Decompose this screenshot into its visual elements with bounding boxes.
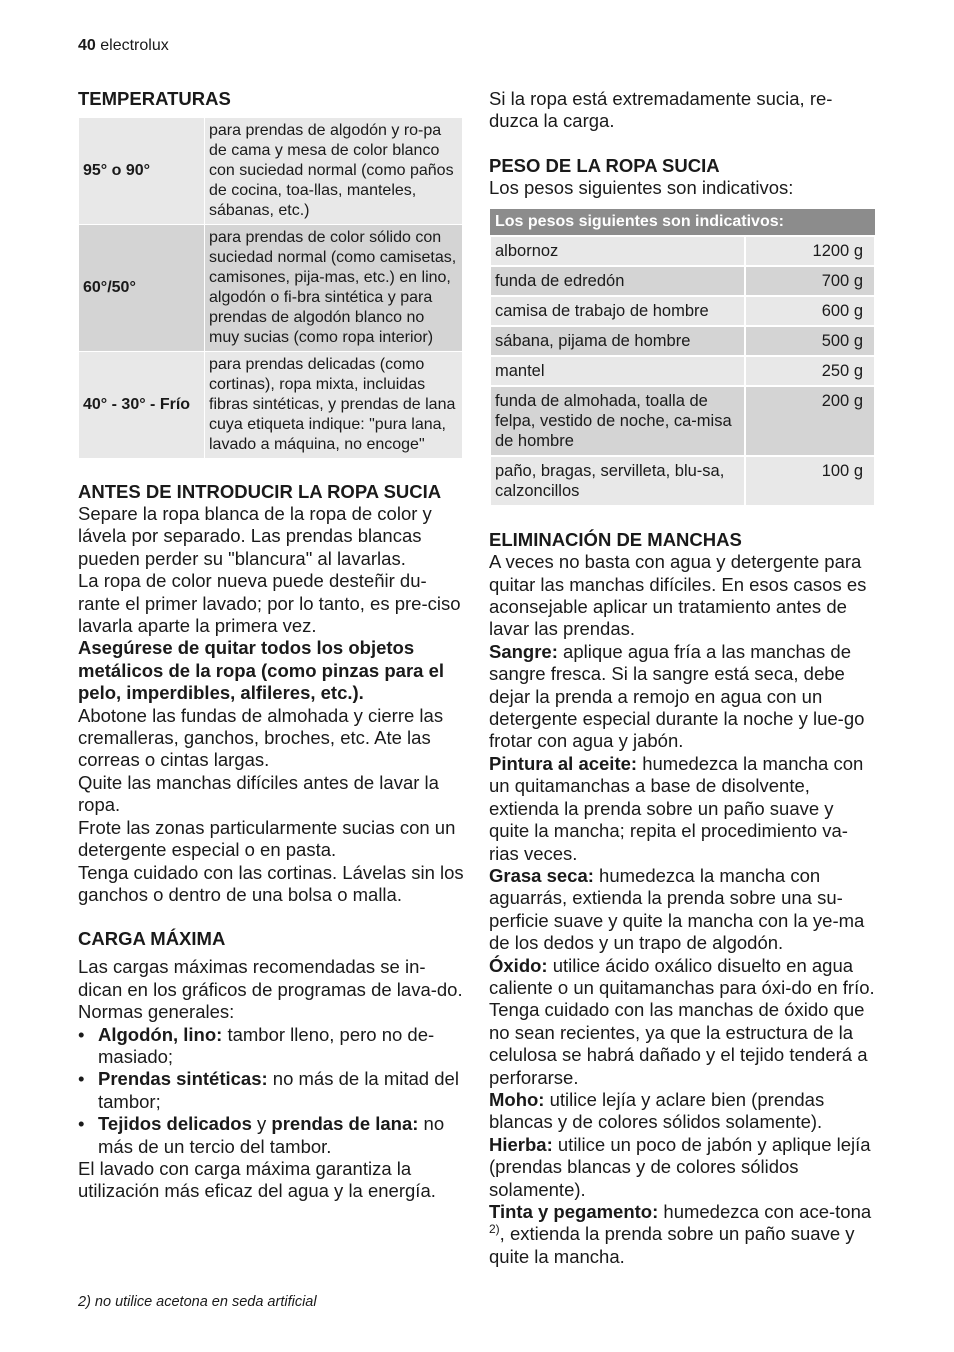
stain-text: , extienda la prenda sobre un paño suave y quite la mancha. xyxy=(489,1223,855,1267)
table-row xyxy=(79,225,463,352)
before-washing-heading: ANTES DE INTRODUCIR LA ROPA SUCIA xyxy=(78,481,442,502)
temperature-description: para prendas de color sólido con suciedad normal (como camisetas, camisones, pija-mas, etc.) en lino, algodón o fi-bra sintética y para prendas de algodón blanco no muy sucias (como ropa interior) xyxy=(205,225,463,352)
warning-paragraph: Asegúrese de quitar todos los objetos metálicos de la ropa (como pinzas para el pelo, imperdibles, alfileres, etc.). xyxy=(78,637,445,704)
paragraph: El lavado con carga máxima garantiza la utilización más eficaz del agua y la energía. xyxy=(78,1157,436,1202)
stain-text: humedezca la mancha con un quitamanchas a base de disolvente, extienda la prenda sobre un paño suave y quite la mancha; repita el procedimiento va-rias veces. xyxy=(489,752,864,864)
list-item xyxy=(78,1068,464,1113)
laundry-weight: 200 g xyxy=(745,386,875,456)
stain-paragraph xyxy=(489,865,875,955)
stain-paragraph xyxy=(489,1134,875,1201)
rule-text: no más de la mitad del tambor; xyxy=(98,1068,459,1112)
paragraph: Frote las zonas particularmente sucias con un detergente especial o en pasta. xyxy=(78,816,456,861)
laundry-item: funda de edredón xyxy=(490,266,745,296)
table-row xyxy=(490,386,875,456)
temperature-label: 95° o 90° xyxy=(79,118,205,225)
stain-paragraph xyxy=(489,1089,875,1134)
laundry-weight: 100 g xyxy=(745,456,875,506)
brand-name: electrolux xyxy=(100,37,169,54)
stain-paragraph xyxy=(489,1201,875,1268)
paragraph: Abotone las fundas de almohada y cierre las cremalleras, ganchos, broches, etc. Ate las correas o cintas largas. xyxy=(78,704,444,771)
stain-text: humedezca con ace-tona xyxy=(658,1201,872,1222)
weights-heading: PESO DE LA ROPA SUCIA xyxy=(489,154,720,176)
rule-label: Algodón, lino: xyxy=(98,1023,223,1045)
stain-label: Tinta y pegamento: xyxy=(489,1201,659,1222)
paragraph: Si la ropa está extremadamente sucia, re-duzca la carga. xyxy=(489,88,833,132)
stain-text: utilice ácido oxálico disuelto en agua caliente o un quitamanchas para óxi-do en frío. Tenga cuidado con las manchas de óxido que no sean recientes, ya que la estructura de la celulosa se habrá dañado y el tejido tenderá a perforarse. xyxy=(489,954,875,1088)
table-row xyxy=(490,456,875,506)
stain-text: utilice lejía y aclare bien (prendas blancas y de colores sólidos solamente). xyxy=(489,1088,825,1133)
stain-text: aplique agua fría a las manchas de sangre fresca. Si la sangre está seca, debe dejar la prenda a remojo en agua con un detergente especial durante la noche y lue-go frotar con agua y jabón. xyxy=(489,640,865,752)
paragraph: La ropa de color nueva puede desteñir du-rante el primer lavado; por lo tanto, es pre-ciso lavarla aparte la primera vez. xyxy=(78,570,461,637)
laundry-item: paño, bragas, servilleta, blu-sa, calzoncillos xyxy=(490,456,745,506)
table-header-row xyxy=(490,209,875,236)
stain-label: Hierba: xyxy=(489,1133,553,1155)
paragraph: Quite las manchas difíciles antes de lavar la ropa. xyxy=(78,771,439,816)
stain-label: Grasa seca: xyxy=(489,864,594,886)
temperature-label: 40° - 30° - Frío xyxy=(79,352,205,459)
paragraph: A veces no basta con agua y detergente para quitar las manchas difíciles. En esos casos es aconsejable aplicar un tratamiento antes de lavar las prendas. xyxy=(489,551,867,640)
rule-text: no más de un tercio del tambor. xyxy=(98,1113,445,1157)
page-number: 40 xyxy=(78,37,96,54)
paragraph: Normas generales: xyxy=(78,1001,235,1023)
laundry-weight: 600 g xyxy=(745,296,875,326)
table-row xyxy=(490,266,875,296)
laundry-weight: 1200 g xyxy=(745,236,875,266)
footnote: 2) no utilice acetona en seda artificial xyxy=(78,1294,317,1310)
temperature-label: 60°/50° xyxy=(79,225,205,352)
stain-paragraph xyxy=(489,955,875,1089)
laundry-weight: 700 g xyxy=(745,266,875,296)
stain-label: Sangre: xyxy=(489,640,558,662)
max-load-heading: CARGA MÁXIMA xyxy=(78,928,226,950)
table-row xyxy=(79,352,463,459)
temperatures-heading: TEMPERATURAS xyxy=(78,88,231,109)
laundry-item: sábana, pijama de hombre xyxy=(490,326,745,356)
stain-label: Pintura al aceite: xyxy=(489,752,638,774)
weights-table xyxy=(489,209,876,507)
laundry-weight: 250 g xyxy=(745,356,875,386)
paragraph: Los pesos siguientes son indicativos: xyxy=(489,176,794,198)
rule-label: Prendas sintéticas: xyxy=(98,1068,268,1090)
paragraph: Separe la ropa blanca de la ropa de color y lávela por separado. Las prendas blancas pueden perder su "blancura" al lavarlas. xyxy=(78,503,432,569)
rule-text: tambor lleno, pero no de-masiado; xyxy=(98,1023,435,1067)
laundry-item: funda de almohada, toalla de felpa, vestido de noche, ca-misa de hombre xyxy=(490,386,745,456)
stain-text: utilice un poco de jabón y aplique lejía (prendas blancas y de colores sólidos solamente). xyxy=(489,1133,871,1200)
table-row xyxy=(79,118,463,225)
laundry-item: mantel xyxy=(490,356,745,386)
table-row xyxy=(490,236,875,266)
list-item xyxy=(78,1113,464,1158)
stain-label: Óxido: xyxy=(489,954,548,976)
stain-text: humedezca la mancha con aguarrás, extienda la prenda sobre una su-perficie suave y quite la mancha con la ye-ma de los dedos y un trapo de algodón. xyxy=(489,864,865,954)
stain-label: Moho: xyxy=(489,1088,545,1110)
load-rules-list xyxy=(78,1024,464,1158)
footnote-reference: 2) xyxy=(489,1222,500,1237)
paragraph: Tenga cuidado con las cortinas. Lávelas sin los ganchos o dentro de una bolsa o malla. xyxy=(78,861,464,905)
laundry-item: camisa de trabajo de hombre xyxy=(490,296,745,326)
table-row xyxy=(490,356,875,386)
temperature-description: para prendas delicadas (como cortinas), ropa mixta, incluidas fibras sintéticas, y prendas de lana cuya etiqueta indique: "pura lana, lavado a máquina, no encoge" xyxy=(205,352,463,459)
temperature-description: para prendas de algodón y ro-pa de cama y mesa de color blanco con suciedad normal (como paños de cocina, toa-llas, manteles, sábanas, etc.) xyxy=(205,118,463,225)
rule-text: y xyxy=(251,1113,272,1135)
table-header: Los pesos siguientes son indicativos: xyxy=(490,209,875,236)
table-row xyxy=(490,296,875,326)
laundry-item: albornoz xyxy=(490,236,745,266)
left-column xyxy=(78,88,464,1203)
stain-removal-heading: ELIMINACIÓN DE MANCHAS xyxy=(489,529,742,551)
laundry-weight: 500 g xyxy=(745,326,875,356)
temperatures-table xyxy=(78,117,463,459)
rule-label: Tejidos delicados xyxy=(98,1113,252,1135)
right-column xyxy=(489,88,875,1268)
table-row xyxy=(490,326,875,356)
stain-paragraph xyxy=(489,753,875,865)
paragraph: Las cargas máximas recomendadas se in-dican en los gráficos de programas de lava-do. xyxy=(78,956,463,1000)
stain-paragraph xyxy=(489,641,875,753)
page-header xyxy=(78,37,169,55)
rule-label: prendas de lana: xyxy=(271,1113,419,1135)
list-item xyxy=(78,1024,464,1069)
